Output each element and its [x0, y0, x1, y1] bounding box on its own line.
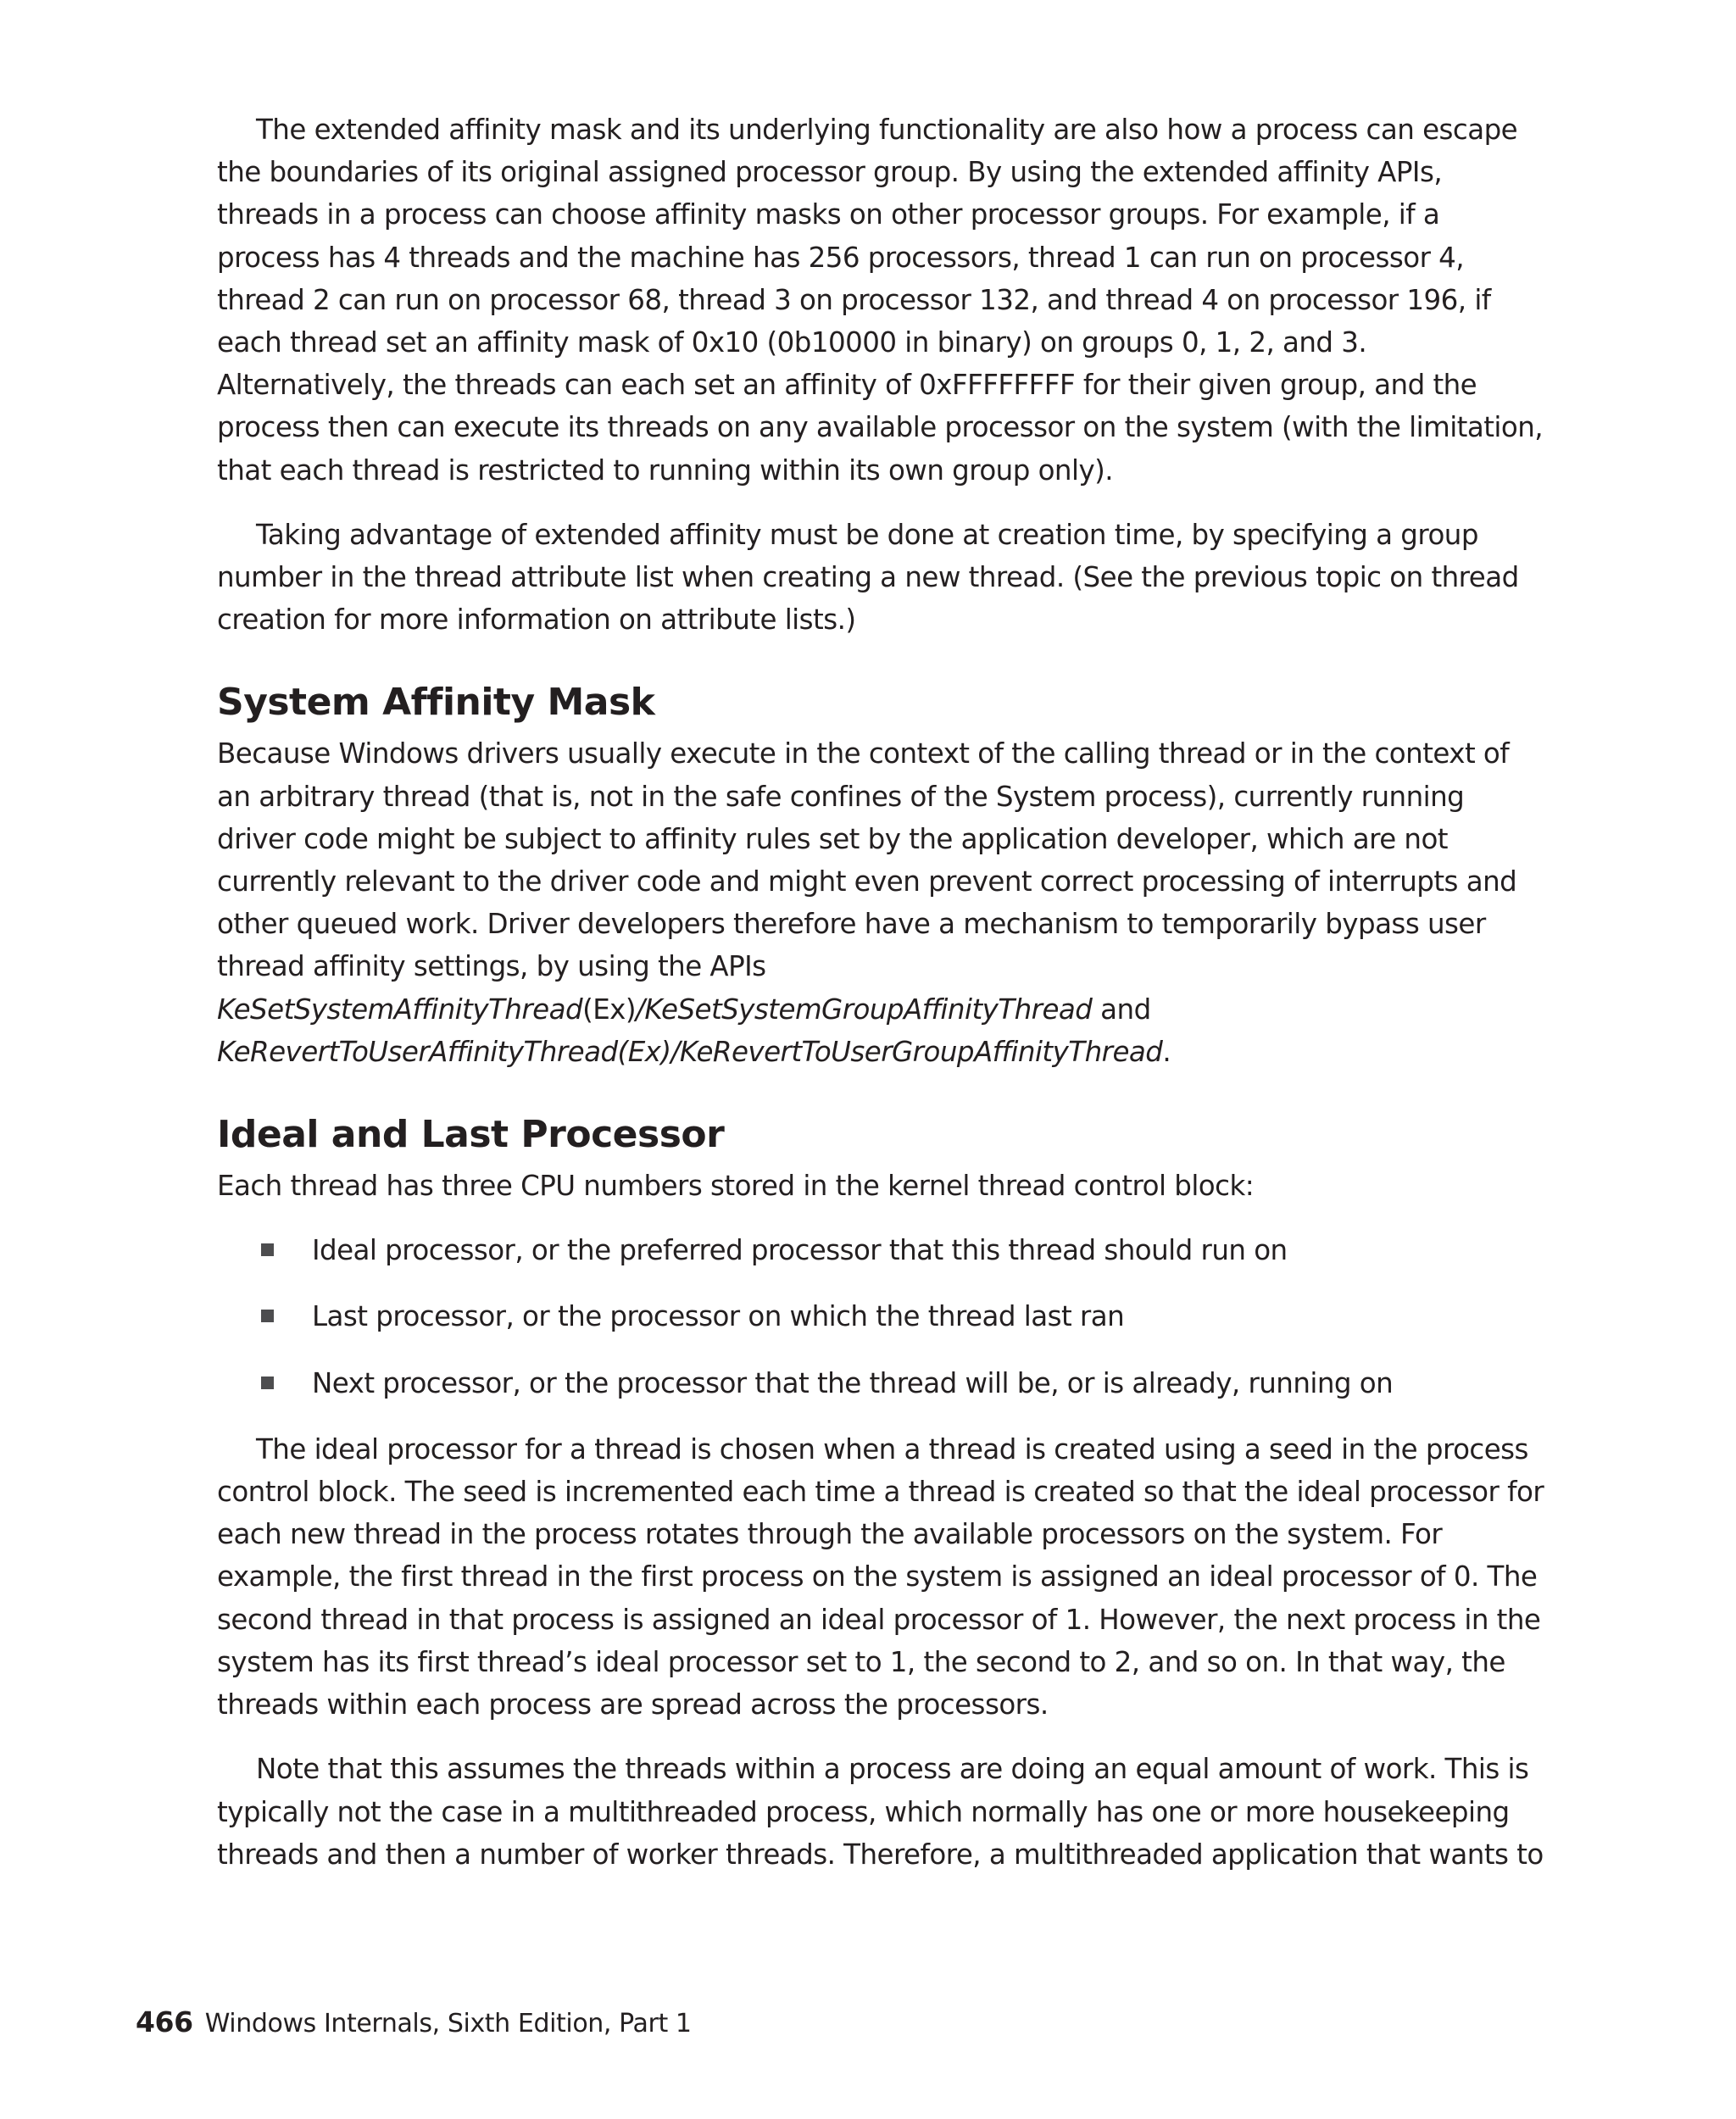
cpu-numbers-list [217, 1229, 1550, 1404]
api-name: KeSetSystemAffinityThread [217, 993, 583, 1026]
list-item-text: Last processor, or the processor on which the thread last ran [312, 1300, 1125, 1333]
square-bullet-icon [261, 1243, 274, 1256]
period-text: . [1162, 1035, 1171, 1068]
list-item [217, 1229, 1550, 1271]
api-suffix: (Ex) [582, 993, 636, 1026]
list-item-text: Ideal processor, or the preferred processor that this thread should run on [312, 1234, 1288, 1267]
api-name: /KeSetSystemGroupAffinityThread [636, 993, 1093, 1026]
list-item [217, 1362, 1550, 1404]
list-item-text: Next processor, or the processor that the thread will be, or is already, running on [312, 1366, 1394, 1399]
paragraph-equal-work-note: Note that this assumes the threads within a process are doing an equal amount of work. This is typically not the case in a multithreaded process, which normally has one or more housekeeping threads and then a number of worker threads. Therefore, a multithreaded application that wants to [217, 1753, 1544, 1871]
book-title: Windows Internals, Sixth Edition, Part 1 [204, 2009, 692, 2038]
paragraph-extended-affinity: The extended affinity mask and its underlying functionality are also how a process can escape the boundaries of its original assigned processor group. By using the extended affinity APIs, threads in a process can choose affinity masks on other processor groups. For example, if a process has 4 threads and the machine has 256 processors, thread 1 can run on processor 4, thread 2 can run on processor 68, thread 3 on processor 132, and thread 4 on processor 196, if each thread set an affinity mask of 0x10 (0b10000 in binary) on groups 0, 1, 2, and 3. Alternatively, the threads can each set an affinity of 0xFFFFFFFF for their given group, and the process then can execute its threads on any available processor on the system (with the limitation, that each thread is restricted to running within its own group only). [217, 114, 1544, 487]
paragraph-cpu-numbers-intro: Each thread has three CPU numbers stored in the kernel thread control block: [217, 1170, 1255, 1203]
system-affinity-text: Because Windows drivers usually execute in the context of the calling thread or in the context of an arbitrary thread (that is, not in the safe confines of the System process), currently running driver code might be subject to affinity rules set by the application developer, which are not currently relevant to the driver code and might even prevent correct processing of interrupts and other queued work. Driver developers therefore have a mechanism to temporarily bypass user thread affinity settings, by using the APIs [217, 737, 1517, 983]
paragraph-ideal-processor-seed: The ideal processor for a thread is chosen when a thread is created using a seed in the process control block. The seed is incremented each time a thread is created so that the ideal processor for each new thread in the process rotates through the available processors on the system. For example, the first thread in the first process on the system is assigned an ideal processor of 0. The second thread in that process is assigned an ideal processor of 1. However, the next process in the system has its first thread’s ideal processor set to 1, the second to 2, and so on. In that way, the threads within each process are spread across the processors. [217, 1432, 1544, 1721]
page-content [217, 108, 1550, 1898]
square-bullet-icon [261, 1310, 274, 1322]
heading-system-affinity-mask: System Affinity Mask [217, 681, 655, 725]
list-item [217, 1295, 1550, 1338]
conjunction-text: and [1092, 993, 1151, 1026]
page-footer [136, 2005, 692, 2041]
paragraph-system-affinity [217, 732, 1550, 1073]
api-name: KeRevertToUserAffinityThread(Ex)/KeRevertToUserGroupAffinityThread [217, 1035, 1163, 1068]
square-bullet-icon [261, 1377, 274, 1389]
heading-ideal-last-processor: Ideal and Last Processor [217, 1113, 725, 1157]
page-number: 466 [136, 2005, 193, 2038]
paragraph-creation-time: Taking advantage of extended affinity must be done at creation time, by specifying a group number in the thread attribute list when creating a new thread. (See the previous topic on thread creation for more information on attribute lists.) [217, 518, 1519, 637]
